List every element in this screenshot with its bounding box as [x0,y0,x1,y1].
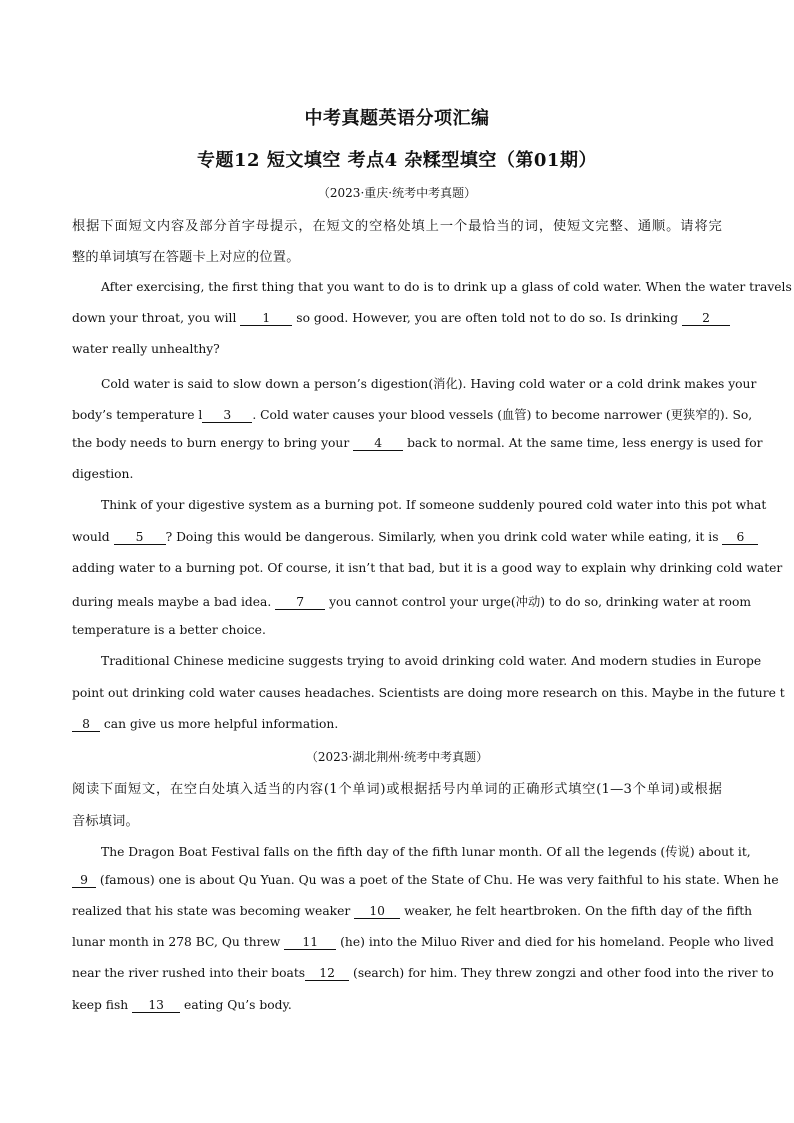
s1-p2-line4: digestion. [72,467,134,481]
s2-p1-line1: The Dragon Boat Festival falls on the fifth day of the fifth lunar month. Of all the legends (传说) about it, [101,845,751,859]
s1-p1-line2: down your throat, you will 1 so good. However, you are often told not to do so. Is drinking 2 [72,311,722,326]
s2-p1-line6: keep fish 13 eating Qu’s body. [72,998,292,1012]
s1-p4-line3: 8 can give us more helpful information. [72,717,722,732]
s1-p4-line1: Traditional Chinese medicine suggests trying to avoid drinking cold water. And modern studies in Europe [101,654,762,668]
blank-2[interactable]: 2 [682,312,730,326]
section2-instruction-line2: 音标填词。 [72,814,139,829]
s1-p2-line3: the body needs to burn energy to bring your 4 back to normal. At the same time, less energy is used for [72,436,763,450]
blank-7[interactable]: 7 [275,596,325,610]
s1-p3-line3: adding water to a burning pot. Of course, it isn’t that bad, but it is a good way to explain why drinking cold water [72,561,783,575]
section1-source: （2023·重庆·统考中考真题） [317,186,477,200]
blank-13[interactable]: 13 [132,999,180,1013]
blank-10[interactable]: 10 [354,905,400,919]
s1-p1-line1: After exercising, the first thing that you want to do is to drink up a glass of cold water. When the water travels [101,280,792,294]
document-subtitle: 专题12 短文填空 考点4 杂糅型填空（第01期） [197,150,597,171]
blank-6[interactable]: 6 [722,531,758,545]
s2-p1-line4: lunar month in 278 BC, Qu threw 11 (he) into the Miluo River and died for his homeland. People who lived [72,935,774,949]
section2-source: （2023·湖北荆州·统考中考真题） [305,750,489,764]
blank-9[interactable]: 9 [72,874,96,888]
s1-p4-line2: point out drinking cold water causes headaches. Scientists are doing more research on this. Maybe in the future t [72,686,785,700]
s1-p2-line2: body’s temperature l 3 . Cold water causes your blood vessels (血管) to become narrower (更狭窄的). So, [72,408,753,422]
blank-5[interactable]: 5 [114,531,166,545]
blank-11[interactable]: 11 [284,936,336,950]
s1-p1-line3: water really unhealthy? [72,342,220,356]
section1-instruction-line2: 整的单词填写在答题卡上对应的位置。 [72,250,300,265]
s1-p2-line1: Cold water is said to slow down a person’s digestion(消化). Having cold water or a cold drink makes your [101,377,757,391]
blank-3[interactable]: 3 [202,409,252,423]
s1-p3-line2: would 5 ? Doing this would be dangerous. Similarly, when you drink cold water while eating, it is 6 [72,530,722,545]
s1-p3-line1: Think of your digestive system as a burning pot. If someone suddenly poured cold water into this pot what [101,498,767,512]
document-title: 中考真题英语分项汇编 [304,108,490,129]
s2-p1-line2: 9 (famous) one is about Qu Yuan. Qu was a poet of the State of Chu. He was very faithful to his state. When he [72,873,722,888]
section1-instruction-line1: 根据下面短文内容及部分首字母提示，在短文的空格处填上一个最恰当的词，使短文完整、通顺。请将完 [72,219,722,234]
blank-8[interactable]: 8 [72,718,100,732]
s2-p1-line3: realized that his state was becoming weaker 10 weaker, he felt heartbroken. On the fifth day of the fifth [72,904,753,918]
blank-1[interactable]: 1 [240,312,292,326]
section2-instruction-line1: 阅读下面短文，在空白处填入适当的内容(1个单词)或根据括号内单词的正确形式填空(1—3个单词)或根据 [72,782,722,797]
s2-p1-line5: near the river rushed into their boats 12 (search) for him. They threw zongzi and other food into the river to [72,966,774,980]
s1-p3-line5: temperature is a better choice. [72,623,266,637]
blank-4[interactable]: 4 [353,437,403,451]
blank-12[interactable]: 12 [305,967,349,981]
s1-p3-line4: during meals maybe a bad idea. 7 you cannot control your urge(冲动) to do so, drinking water at room [72,595,752,609]
